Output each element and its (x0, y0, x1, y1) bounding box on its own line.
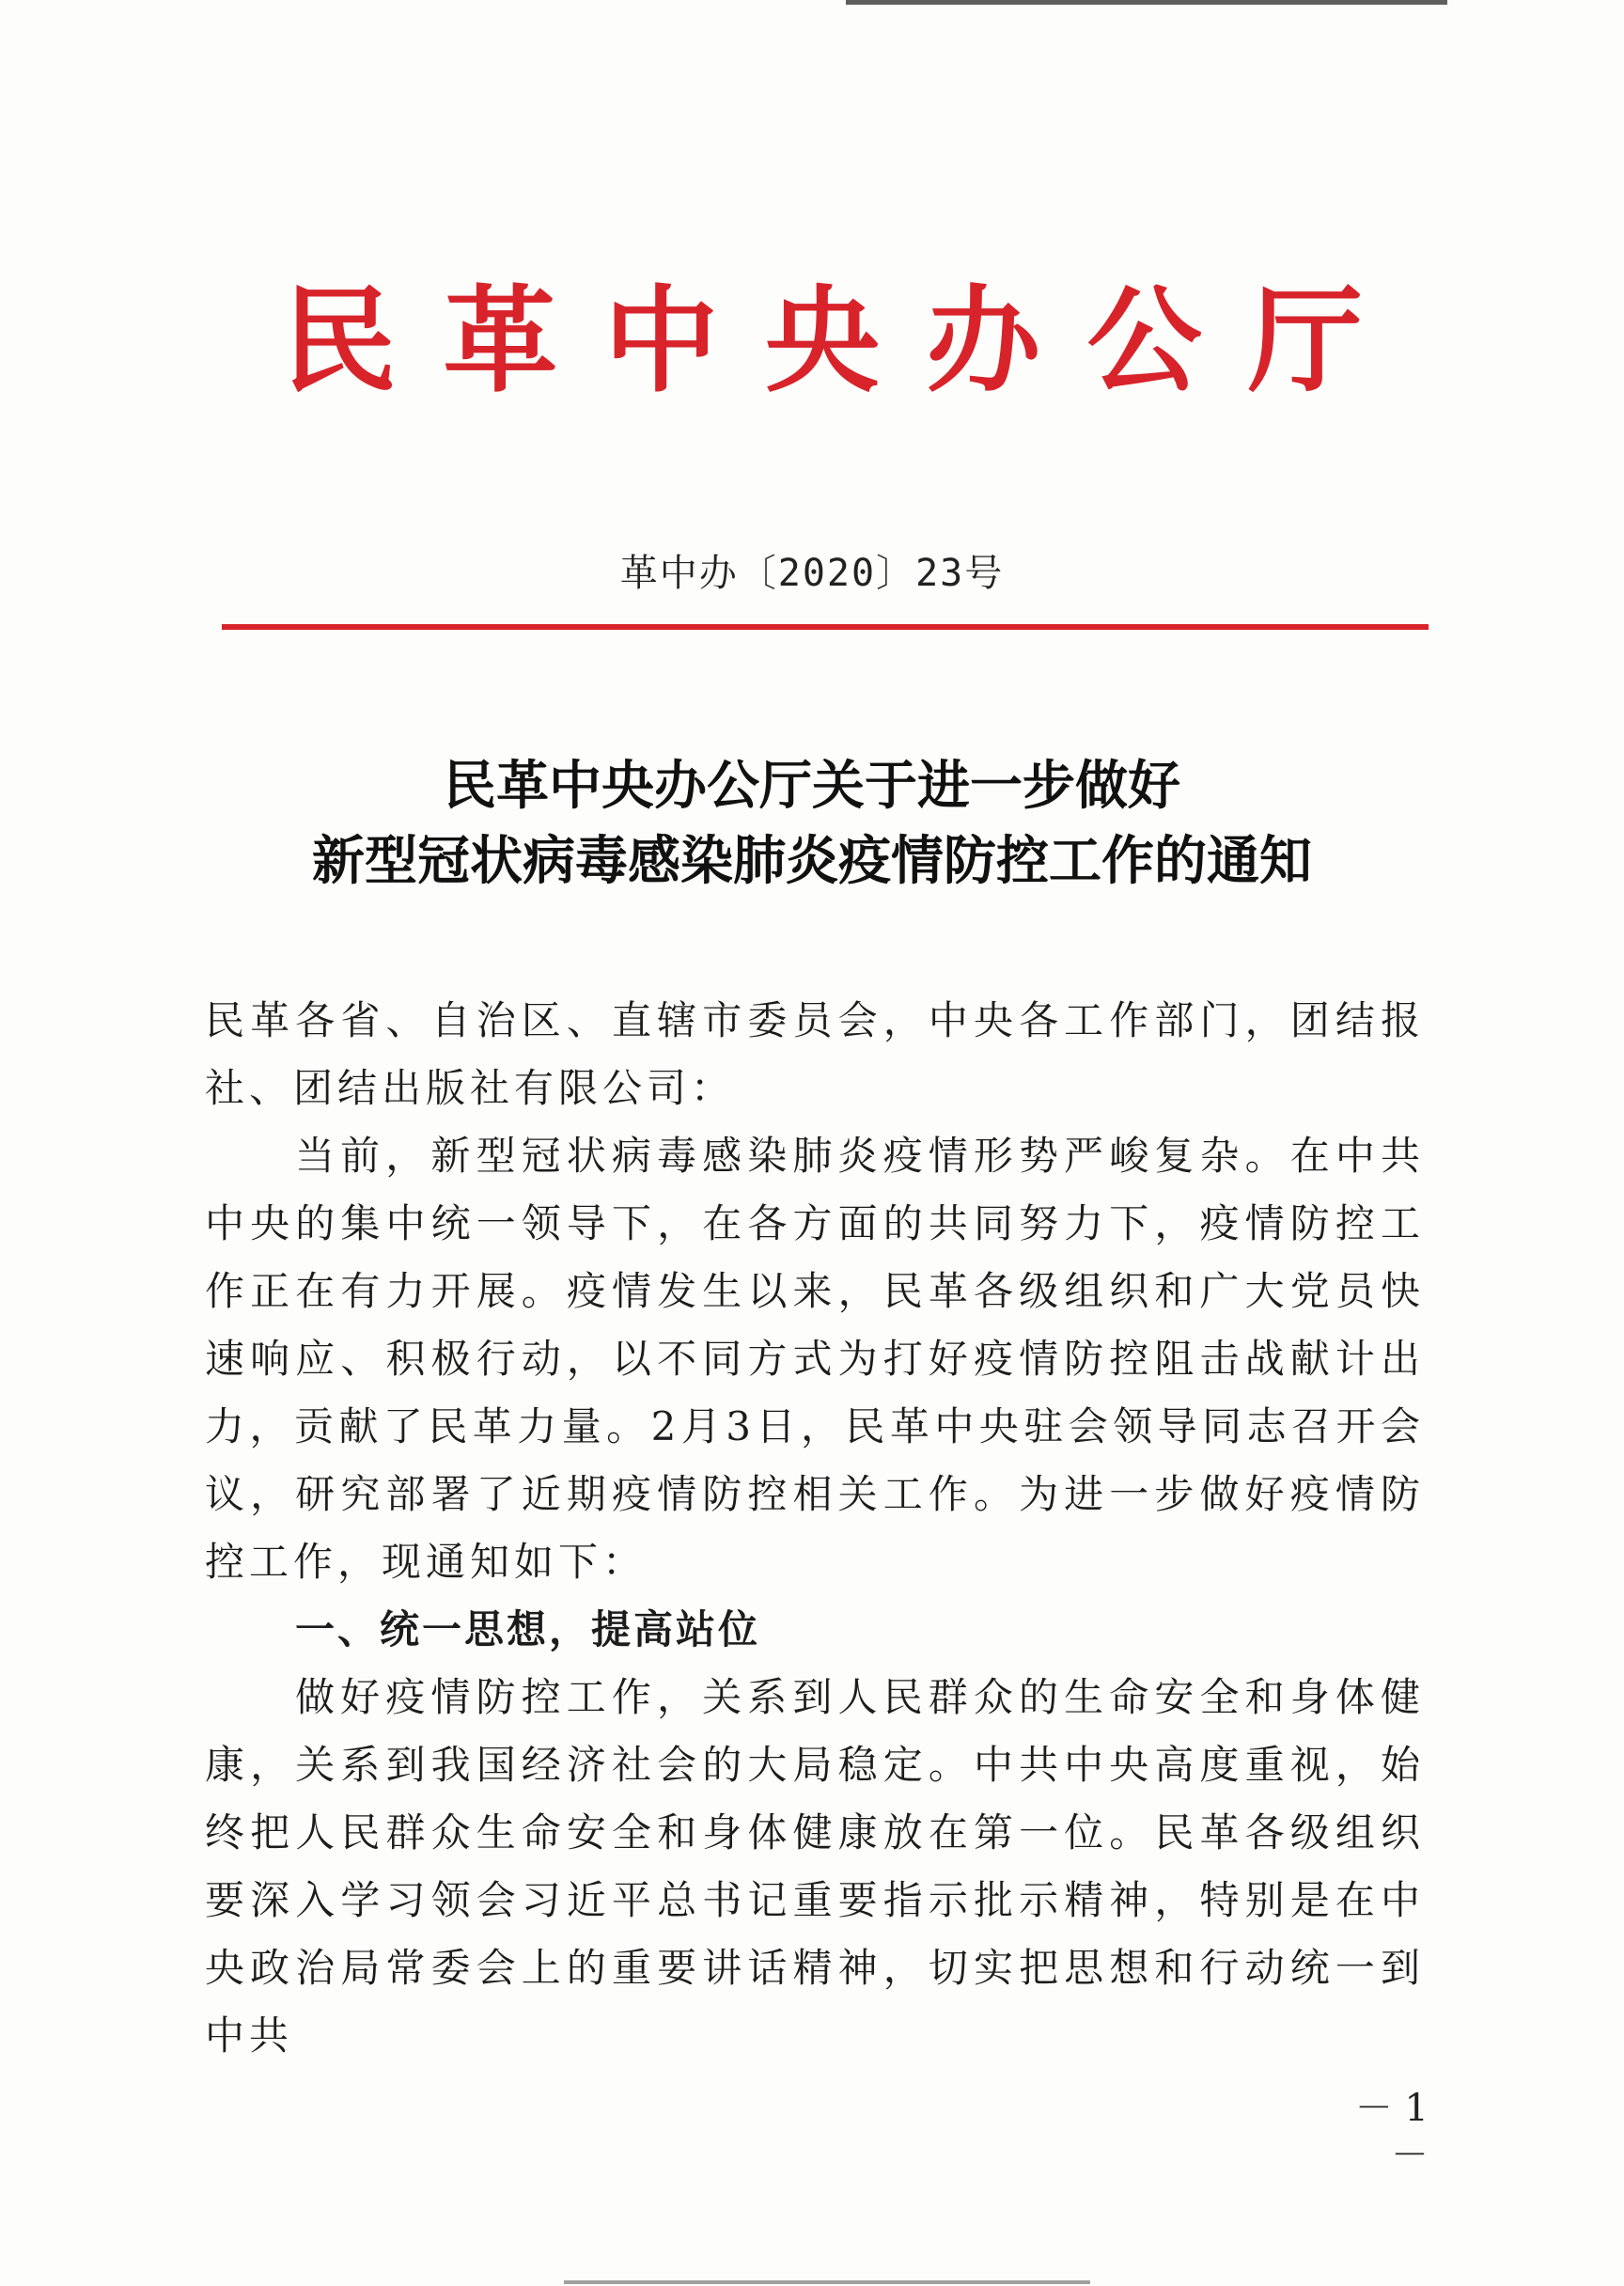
letterhead-char: 革 (443, 274, 558, 408)
section-heading-1: 一、统一思想，提高站位 (295, 1606, 761, 1652)
page-number: － 1 － (1354, 2087, 1429, 2177)
addressee: 民革各省、自治区、直辖市委员会，中央各工作部门，团结报社、团结出版社有限公司： (205, 997, 1425, 1111)
letterhead-char: 央 (764, 274, 880, 408)
letterhead-char: 中 (603, 274, 719, 408)
letterhead-char: 民 (282, 274, 397, 408)
letterhead-char: 厅 (1247, 274, 1363, 408)
paragraph-intro: 当前，新型冠状病毒感染肺炎疫情形势严峻复杂。在中共中央的集中统一领导下，在各方面的共同努力下，疫情防控工作正在有力开展。疫情发生以来，民革各级组织和广大党员快速响应、积极行动，以不同方式为打好疫情防控阻击战献计出力，贡献了民革力量。2月3日，民革中央驻会领导同志召开会议，研究部署了近期疫情防控相关工作。为进一步做好疫情防控工作，现通知如下： (205, 1133, 1425, 1585)
title-line-1: 民革中央办公厅关于进一步做好 (444, 755, 1180, 817)
title-line-2: 新型冠状病毒感染肺炎疫情防控工作的通知 (312, 830, 1312, 892)
letterhead (282, 271, 1363, 412)
scan-bottom-edge (564, 2280, 1090, 2284)
document-body (205, 987, 1425, 2070)
document-title (0, 748, 1624, 899)
letterhead-char: 公 (1086, 274, 1202, 408)
red-divider-rule (222, 624, 1429, 630)
scan-top-edge (846, 0, 1447, 5)
document-number: 革中办〔2020〕23号 (619, 552, 1005, 595)
paragraph-section-1: 做好疫情防控工作，关系到人民群众的生命安全和身体健康，关系到我国经济社会的大局稳定。中共中央高度重视，始终把人民群众生命安全和身体健康放在第一位。民革各级组织要深入学习领会习近平总书记重要指示批示精神，特别是在中央政治局常委会上的重要讲话精神，切实把思想和行动统一到中共 (205, 1674, 1425, 2059)
letterhead-char: 办 (926, 274, 1041, 408)
